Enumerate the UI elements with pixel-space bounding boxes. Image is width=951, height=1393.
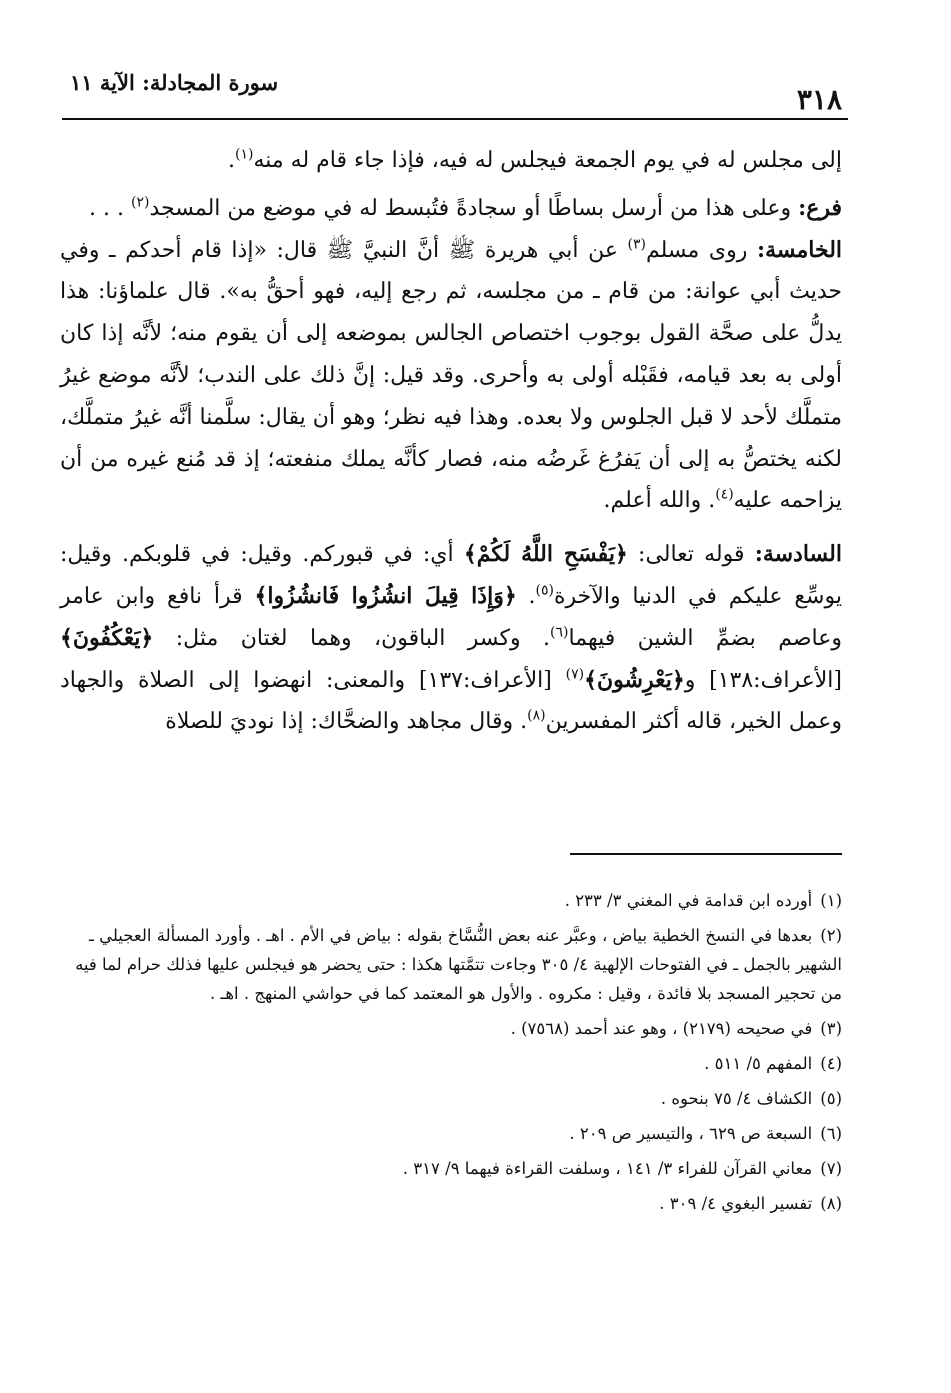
footnote-number: (٢) xyxy=(820,926,842,945)
paragraph-text: أي: في قبوركم. وقيل: في قلوبكم. وقيل: يوسِّع عليكم في الدنيا والآخرة xyxy=(60,542,842,609)
footnote-number: (٤) xyxy=(820,1054,842,1073)
paragraph-end: . . . xyxy=(89,195,125,221)
footnote-item xyxy=(60,1014,842,1043)
paragraph-far xyxy=(60,188,842,230)
footnote-number: (٧) xyxy=(820,1159,842,1178)
quran-quote: ﴿وَإِذَا قِيلَ انشُزُوا فَانشُزُوا﴾ xyxy=(254,582,517,609)
footnote-item xyxy=(60,1119,842,1148)
paragraph-text: قوله تعالى: xyxy=(638,542,745,568)
footnote-ref-6[interactable]: (٦) xyxy=(550,624,569,641)
footnote-number: (٣) xyxy=(820,1019,842,1038)
page-header xyxy=(62,64,848,122)
footnote-separator xyxy=(570,853,842,855)
paragraph-text: وعلى هذا من أرسل بساطًا أو سجادةً فتُبسط له في موضع من المسجد xyxy=(149,195,792,221)
paragraph-text: . وقال مجاهد والضحَّاك: إذا نوديَ للصلاة xyxy=(165,709,528,735)
paragraph-sixth xyxy=(60,534,842,743)
section-lead-fifth: الخامسة: xyxy=(756,236,843,263)
footnote-item xyxy=(60,921,842,1008)
footnote-ref-7[interactable]: (٧) xyxy=(565,666,585,683)
footnote-text: معاني القرآن للفراء ٣/ ١٤١ ، وسلفت القراءة فيهما ٩/ ٣١٧ . xyxy=(402,1159,813,1178)
paragraph-end: . xyxy=(227,148,235,173)
footnote-text: المفهم ٥/ ٥١١ . xyxy=(704,1054,813,1073)
paragraph-text: روى مسلم xyxy=(646,237,748,263)
footnote-text: في صحيحه (٢١٧٩) ، وهو عند أحمد (٧٥٦٨) . xyxy=(510,1019,813,1038)
paragraph-text: [الأعراف:١٣٧] والمعنى: انهضوا إلى الصلاة والجهاد وعمل الخير، قاله أكثر المفسرين xyxy=(60,667,842,735)
page-number: ٣١٨ xyxy=(796,83,842,116)
paragraph-text: قرأ نافع وابن عامر وعاصم بضمِّ الشين فيهما xyxy=(60,583,842,651)
footnote-number: (٥) xyxy=(820,1089,842,1108)
quran-quote: ﴿يَعْرِشُونَ﴾ xyxy=(584,666,685,693)
footnote-ref-8[interactable]: (٨) xyxy=(527,708,546,725)
footnote-number: (٨) xyxy=(820,1194,842,1213)
quran-quote: ﴿يَعْكُفُونَ﴾ xyxy=(60,624,154,651)
paragraph-continuation xyxy=(60,140,842,182)
quran-quote: ﴿يَفْسَحِ اللَّهُ لَكُمْ﴾ xyxy=(463,541,628,568)
main-text xyxy=(60,140,842,743)
footnote-item xyxy=(60,886,842,915)
footnote-text: بعدها في النسخ الخطية بياض ، وعبَّر عنه بعض النُّسَّاخ بقوله : بياض في الأم . اهـ . وأورد المسألة العجيلي ـ الشهير بالجمل ـ في الفتوحات الإلهية ٤/ ٣٠٥ وجاءت تتمَّتها هكذا : حتى يحضر هو فيجلس عليها فذلك حرام لما فيه من تحجير المسجد بلا فائدة ، وقيل : مكروه . والأول هو المعتمد كما في حواشي المنهج . اهـ . xyxy=(75,926,842,1003)
section-lead-far: فرع: xyxy=(798,194,842,221)
paragraph-text: إلى مجلس له في يوم الجمعة فيجلس له فيه، فإذا جاء قام له منه xyxy=(253,148,842,173)
footnote-ref-5[interactable]: (٥) xyxy=(535,582,555,599)
footnote-ref-2[interactable]: (٢) xyxy=(131,194,150,211)
footnotes xyxy=(60,886,842,1218)
section-lead-sixth: السادسة: xyxy=(754,541,842,568)
paragraph-fifth xyxy=(60,230,842,523)
paragraph-text: . وكسر الباقون، وهما لغتان مثل: xyxy=(175,625,551,651)
paragraph-text: . والله أعلم. xyxy=(603,488,716,514)
footnote-ref-1[interactable]: (١) xyxy=(234,146,254,163)
footnote-item xyxy=(60,1084,842,1113)
paragraph-text: . xyxy=(528,583,536,609)
running-title: سورة المجادلة: الآية ١١ xyxy=(70,70,279,95)
footnote-item xyxy=(60,1154,842,1183)
footnote-item xyxy=(60,1049,842,1078)
footnote-text: الكشاف ٤/ ٧٥ بنحوه . xyxy=(660,1089,813,1108)
footnote-text: السبعة ص ٦٢٩ ، والتيسير ص ٢٠٩ . xyxy=(569,1124,813,1143)
paragraph-text: عن أبي هريرة ﷺ أنَّ النبيَّ ﷺ قال: «إذا قام أحدكم ـ وفي حديث أبي عوانة: من قام ـ من مجلسه، ثم رجع إليه، فهو أحقُّ به». قال علماؤنا: هذا يدلُّ على صحَّة القول بوجوب اختصاص الجالس بموضعه إلى أن يقوم منه؛ لأنَّه إذا كان أولى به بعد قيامه، فقَبْله أولى به وأحرى. وقد قيل: إنَّ ذلك على الندب؛ لأنَّه موضع غيرُ متملَّك لأحد لا قبل الجلوس ولا بعده. وهذا فيه نظر؛ وهو أن يقال: سلَّمنا أنَّه غيرُ متملَّك، لكنه يختصُّ به إلى أن يَفرُغ غَرضُه منه، فصار كأنَّه يملك منفعته؛ إذ قد مُنع غيره من أن يزاحمه عليه xyxy=(60,237,842,514)
footnote-number: (١) xyxy=(820,891,842,910)
footnote-text: أورده ابن قدامة في المغني ٣/ ٢٣٣ . xyxy=(564,891,813,910)
paragraph-text: [الأعراف:١٣٨] و xyxy=(684,667,842,693)
footnote-item xyxy=(60,1189,842,1218)
footnote-number: (٦) xyxy=(820,1124,842,1143)
footnote-ref-3[interactable]: (٣) xyxy=(627,236,646,253)
header-rule xyxy=(62,118,848,120)
footnote-ref-4[interactable]: (٤) xyxy=(715,487,734,504)
footnote-text: تفسير البغوي ٤/ ٣٠٩ . xyxy=(659,1194,813,1213)
